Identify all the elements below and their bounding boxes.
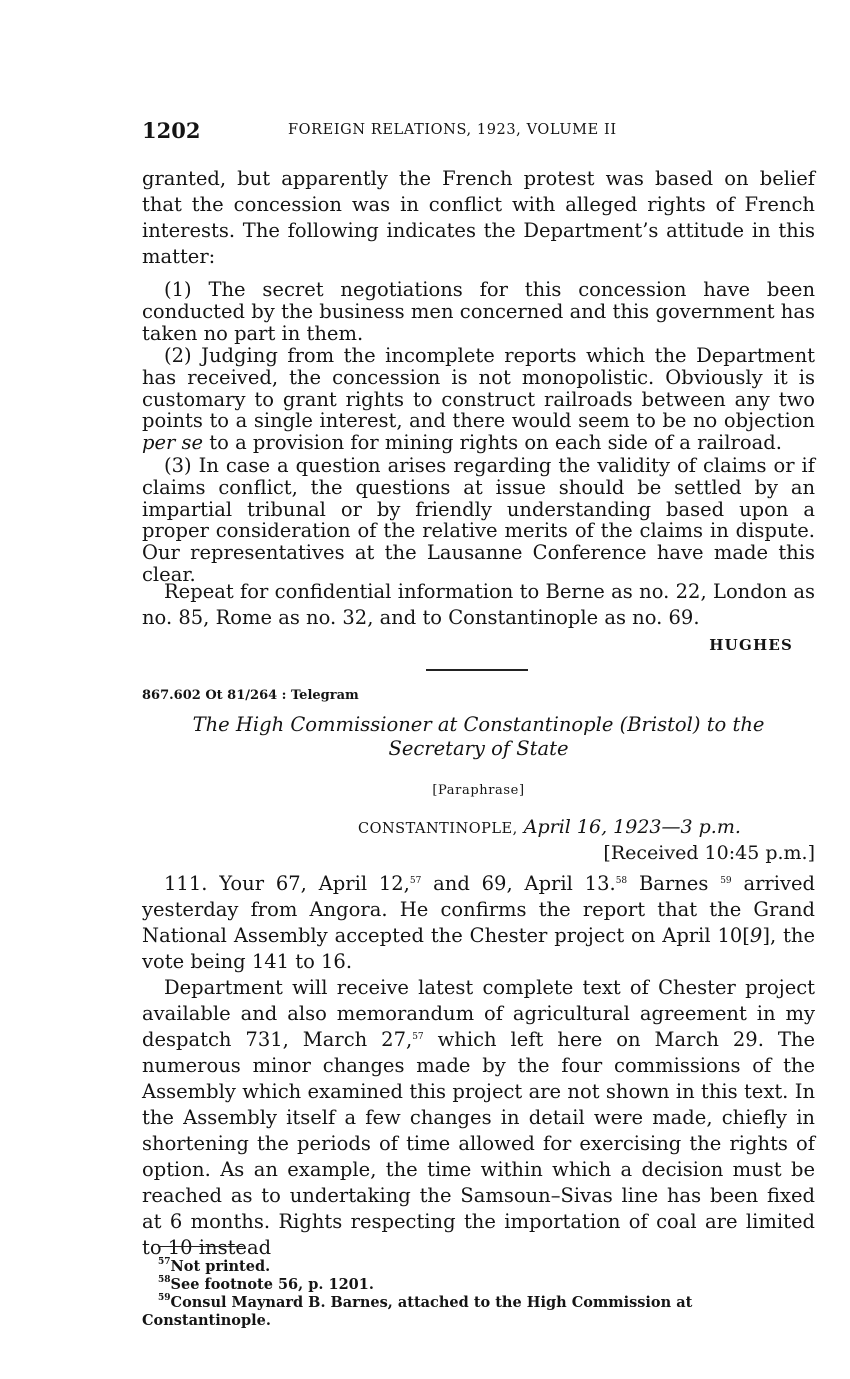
footnote-number: 58 [158,1275,171,1285]
signature: HUGHES [709,636,793,654]
footnote-text: See footnote 56, p. 1201. [170,1276,374,1293]
repeat-paragraph: Repeat for confidential information to Berne as no. 22, London as no. 85, Rome as no. 32, and to Constantinople as no. 69. [142,580,815,629]
point-2 [142,345,815,454]
footnote-57 [142,1258,815,1276]
point-2-text: (2) Judging from the incomplete reports which the Department has received, the concession is not monopolistic. Obviously it is customary to grant rights to construct railroads between any two points to a single interest, and there would seem to be no objection [142,344,815,433]
footnote-divider [158,1246,243,1247]
received-time: [Received 10:45 p.m.] [603,842,815,864]
footnote-ref-57b: 57 [412,1032,424,1042]
body-paragraph-2 [142,975,815,1261]
footnote-ref-57: 57 [409,876,422,886]
body-1-text-a: 111. Your 67, April 12, [164,872,410,895]
running-title: FOREIGN RELATIONS, 1923, VOLUME II [288,122,617,138]
body-2-text-a: Department will receive latest complete text of Chester project available and also memorandum of agricultural agreement in my despatch 731, March 27, [142,976,815,1051]
point-3: (3) In case a question arises regarding the validity of claims or if claims conflict, the questions at issue should be settled by an impartial tribunal or by friendly understanding based upon a proper consideration of the relative merits of the claims in dispute. Our representatives at the Lausanne Conference have made this clear. [142,454,815,586]
footnote-number: 59 [158,1293,171,1303]
body-1-text-d: arrived yesterday from Angora. He confirms the report that the Grand National Assembly accepted the Chester project on April 10[ [142,872,816,947]
body-1-text-c: Barnes [627,872,709,895]
intro-paragraph: granted, but apparently the French protest was based on belief that the concession was in conflict with alleged rights of French interests. The following indicates the Department’s attitude in this matter: [142,167,815,268]
footnote-ref-58: 58 [615,876,628,886]
place-name: CONSTANTINOPLE, [358,821,518,837]
page-header [142,118,815,146]
body-paragraph-1 [142,871,815,975]
body-1-text-b: and 69, April 13. [421,872,616,895]
section-divider [426,669,528,671]
point-2-text-end: to a provision for mining rights on each side of a railroad. [209,431,782,455]
file-number: 867.602 Ot 81/264 : Telegram [142,688,359,703]
footnote-number: 57 [158,1257,171,1267]
paraphrase-label: [Paraphrase] [432,783,525,798]
body-1-italic-correction: 9 [749,924,763,947]
body-2-text-b: which left here on March 29. The numerous minor changes made by the four commissions of the Assembly which examined this project are not shown in this text. In the Assembly itself a few changes in detail were made, chiefly in shortening the periods of time allowed for exercising the rights of option. As an example, the time within which a decision must be reached as to undertaking the Samsoun–Sivas line has been fixed at 6 months. Rights respecting the importation of coal are limited to 10 instead [142,1028,815,1259]
date: April 16, 1923—3 p.m. [523,816,741,838]
footnote-ref-59: 59 [720,876,732,886]
point-1: (1) The secret negotiations for this concession have been conducted by the business men concerned and this government has taken no part in them. [142,278,815,345]
dateline [358,816,741,838]
body-1-text-f: ], the vote being 141 to 16. [142,924,815,973]
footnote-58 [142,1276,815,1294]
page-number: 1202 [142,118,201,143]
footnote-text: Not printed. [170,1258,271,1275]
footnote-text: Consul Maynard B. Barnes, attached to the High Commission at Constantinople. [142,1294,693,1329]
footnote-59 [142,1294,815,1329]
document-title: The High Commissioner at Constantinople (Bristol) to the Secretary of State [192,713,765,760]
point-2-italic: per se [142,431,204,455]
